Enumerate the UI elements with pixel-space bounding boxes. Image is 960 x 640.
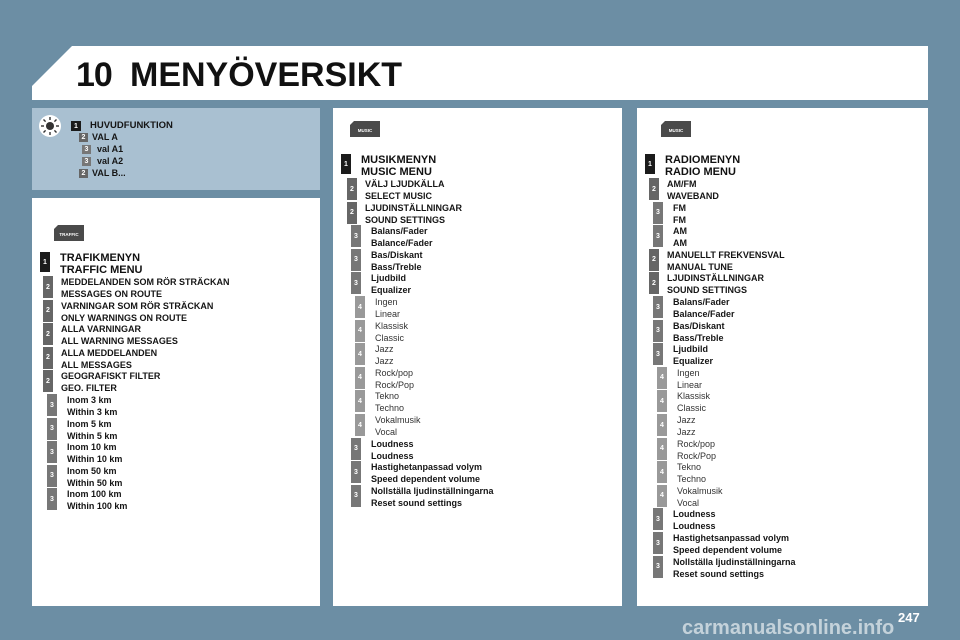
level-badge: 2 [649,272,659,294]
level-badge: 2 [43,323,53,345]
level-badge: 1 [40,252,50,272]
item-label: VAL B... [92,168,126,178]
menu-item [47,465,122,489]
level-badge: 1 [71,121,81,131]
item-label-sv: Ingen [677,367,700,378]
item-label-en: Vocal [375,427,398,437]
menu-item [649,272,764,296]
item-label-en: Rock/Pop [677,450,717,461]
level-badge: 3 [47,394,57,416]
level-badge: 2 [43,370,53,392]
traffic-button-icon [52,224,86,242]
menu-item [43,300,213,324]
traffic-title-en: TRAFFIC MENU [60,264,143,276]
menu-item [653,508,716,532]
music-button-icon [348,120,382,138]
menu-item [653,202,686,226]
menu-item [657,414,696,438]
item-label-sv: Rock/pop [677,438,716,449]
item-label-sv: Ljudbild [371,273,406,284]
item-label-en: ALL WARNING MESSAGES [61,336,178,347]
music-title-en: MUSIC MENU [361,166,432,178]
item-label-en: GEO. FILTER [61,383,117,394]
menu-item [657,390,710,414]
item-label-en: Within 100 km [67,501,128,512]
item-label-sv: Jazz [375,344,394,355]
item-label-sv: AM [673,226,687,237]
item-label-sv: Loudness [673,509,716,520]
menu-item [653,296,735,320]
menu-item [351,225,433,249]
item-label-en: FM [673,214,686,225]
level-badge: 4 [355,390,365,412]
item-label-sv: Vokalmusik [375,415,421,425]
watermark: carmanualsonline.info [682,617,895,639]
item-label-en: Linear [677,379,703,390]
item-label-sv: Klassisk [375,320,409,331]
menu-item [355,390,404,414]
radio-title-en: RADIO MENU [665,166,736,178]
level-badge: 3 [82,157,91,166]
item-label-sv: Ljudbild [673,344,708,355]
menu-item [649,178,719,202]
menu-item [355,414,421,438]
item-label-sv: Bas/Diskant [371,249,423,260]
item-label: VAL A [92,132,118,142]
level-badge: 2 [43,276,53,298]
item-label-en: Within 3 km [67,407,118,417]
level-badge: 3 [351,438,361,460]
menu-item [653,320,725,344]
menu-item [351,485,494,509]
item-label-sv: LJUDINSTÄLLNINGAR [365,202,462,213]
level-badge: 2 [649,249,659,271]
item-label-en: Loudness [673,521,716,532]
item-label-en: Bass/Treble [673,332,724,343]
item-label-sv: Ingen [375,297,398,307]
radio-icon-label: MUSIC [668,128,684,133]
item-label-sv: Balans/Fader [371,226,428,237]
item-label-sv: Nollställa ljudinställningarna [673,556,796,567]
level-badge: 4 [657,390,667,412]
menu-item [351,249,423,273]
radio-button-icon [659,120,693,138]
menu-item [351,272,411,296]
menu-item [657,485,723,509]
item-label-sv: Inom 10 km [67,442,117,453]
level-badge: 2 [649,178,659,200]
item-label-en: Classic [677,403,707,414]
item-label-sv: Jazz [677,415,696,425]
item-label-en: Vocal [677,497,700,508]
item-label-en: Jazz [375,356,394,367]
item-label-sv: Bas/Diskant [673,320,725,331]
level-badge: 3 [47,488,57,510]
item-label-sv: Tekno [677,462,702,473]
menu-item [649,249,785,273]
light-icon [38,114,62,138]
item-label-sv: Inom 50 km [67,465,117,476]
level-badge: 3 [653,556,663,578]
menu-item [347,178,445,202]
menu-item [351,461,482,485]
level-badge: 4 [657,367,667,389]
item-label-en: SOUND SETTINGS [667,285,748,296]
item-label-en: MESSAGES ON ROUTE [61,289,163,299]
level-badge: 3 [82,145,91,154]
level-badge: 3 [653,320,663,342]
item-label-en: Balance/Fader [673,309,735,319]
item-label-sv: FM [673,202,686,213]
menu-item [43,370,160,394]
item-label-en: ONLY WARNINGS ON ROUTE [61,312,188,323]
item-label-en: Techno [677,474,707,485]
menu-item [657,438,716,462]
item-label-sv: Rock/pop [375,367,414,378]
music-title-sv: MUSIKMENYN [361,154,437,166]
level-badge: 3 [351,249,361,271]
item-label: val A2 [97,156,124,166]
level-badge: 4 [657,461,667,483]
level-badge: 3 [351,461,361,483]
item-label-en: Jazz [677,427,696,437]
item-label-sv: MANUELLT FREKVENSVAL [667,249,785,260]
menu-item [43,276,230,300]
level-badge: 3 [653,343,663,365]
level-badge: 4 [355,343,365,365]
level-badge: 2 [347,202,357,224]
level-badge: 2 [347,178,357,200]
item-label-en: SOUND SETTINGS [365,214,446,225]
level-badge: 3 [653,508,663,530]
item-label-sv: Klassisk [677,391,711,402]
item-label-en: Within 50 km [67,477,123,488]
level-badge: 1 [645,154,655,174]
item-label-sv: Hastighetanpassad volym [371,462,483,473]
menu-item [653,532,789,556]
item-label-sv: Vokalmusik [677,485,723,496]
item-label-sv: Tekno [375,391,400,402]
level-badge: 4 [355,414,365,436]
menu-item [79,169,126,178]
item-label-en: Within 10 km [67,454,123,465]
level-badge: 3 [653,225,663,247]
item-label-en: Classic [375,332,405,343]
item-label-en: Linear [375,309,401,319]
music-menu-title [341,154,436,178]
menu-item [653,343,713,367]
level-badge: 2 [79,169,88,178]
item-label-sv: AM/FM [667,179,697,189]
level-badge: 3 [351,225,361,247]
level-badge: 3 [653,296,663,318]
item-label-en: Rock/Pop [375,379,415,390]
item-label-en: Loudness [371,450,414,461]
level-badge: 3 [47,441,57,463]
item-label-sv: Loudness [371,438,414,449]
menu-item [47,441,122,465]
item-label-en: Equalizer [371,285,412,296]
page-number: 247 [898,610,920,625]
item-label-en: Reset sound settings [673,568,765,579]
level-badge: 4 [355,320,365,342]
level-badge: 3 [653,532,663,554]
level-badge: 4 [657,414,667,436]
radio-title-sv: RADIOMENYN [665,154,741,166]
item-label-sv: Inom 3 km [67,395,112,405]
item-label-sv: Inom 5 km [67,418,112,429]
item-label: val A1 [97,144,124,154]
item-label-en: Techno [375,403,405,414]
item-label-sv: ALLA VARNINGAR [61,324,141,335]
traffic-icon-label: TRAFFIC [59,232,79,237]
level-badge: 4 [355,367,365,389]
menu-item [47,418,117,442]
radio-menu-title [645,154,740,178]
item-label-en: WAVEBAND [667,191,719,201]
menu-item [355,296,400,320]
item-label-sv: Inom 100 km [67,489,122,500]
item-label-sv: ALLA MEDDELANDEN [61,347,158,358]
traffic-menu-title [40,252,143,276]
item-label: HUVUDFUNKTION [90,120,173,131]
item-label-en: Bass/Treble [371,261,422,272]
menu-item [71,121,173,131]
chapter-number: 10 [76,56,112,94]
level-badge: 2 [43,300,53,322]
menu-item [355,367,414,391]
level-badge: 2 [43,347,53,369]
menu-item [351,438,414,462]
traffic-title-sv: TRAFIKMENYN [60,252,141,264]
menu-item [47,488,127,512]
item-label-en: AM [673,238,687,249]
menu-item [657,367,702,391]
item-label-sv: MEDDELANDEN SOM RÖR STRÄCKAN [61,277,230,287]
item-label-sv: LJUDINSTÄLLNINGAR [667,273,764,284]
level-badge: 3 [47,418,57,440]
level-badge: 4 [355,296,365,318]
menu-item [355,343,394,367]
item-label-en: Balance/Fader [371,238,433,249]
item-label-sv: Nollställa ljudinställningarna [371,485,494,496]
menu-item [43,347,157,371]
item-label-sv: Balans/Fader [673,297,730,307]
menu-item [82,145,123,154]
item-label-en: Speed dependent volume [371,474,481,485]
level-badge: 2 [79,133,88,142]
item-label-en: Reset sound settings [371,497,463,508]
menu-item [347,202,462,226]
level-badge: 4 [657,485,667,507]
item-label-sv: VÄLJ LJUDKÄLLA [365,179,445,189]
item-label-sv: Hastighetsanpassad volym [673,533,790,543]
level-badge: 3 [351,485,361,507]
page-title: MENYÖVERSIKT [130,56,403,94]
level-badge: 3 [47,465,57,487]
menu-item [355,320,408,344]
menu-item [47,394,117,418]
item-label-en: ALL MESSAGES [61,359,132,370]
menu-item [79,133,118,142]
menu-item [82,157,123,166]
level-badge: 3 [653,202,663,224]
menu-item [43,323,178,347]
level-badge: 3 [351,272,361,294]
item-label-en: Within 5 km [67,430,118,441]
item-label-sv: VARNINGAR SOM RÖR STRÄCKAN [61,300,214,311]
menu-item [653,225,687,249]
level-badge: 1 [341,154,351,174]
menu-item [657,461,706,485]
item-label-en: SELECT MUSIC [365,191,433,201]
item-label-en: Speed dependent volume [673,545,783,555]
item-label-sv: GEOGRAFISKT FILTER [61,371,161,382]
item-label-en: Equalizer [673,356,714,367]
item-label-en: MANUAL TUNE [667,261,733,272]
level-badge: 4 [657,438,667,460]
menu-item [653,556,796,580]
music-icon-label: MUSIC [357,128,373,133]
